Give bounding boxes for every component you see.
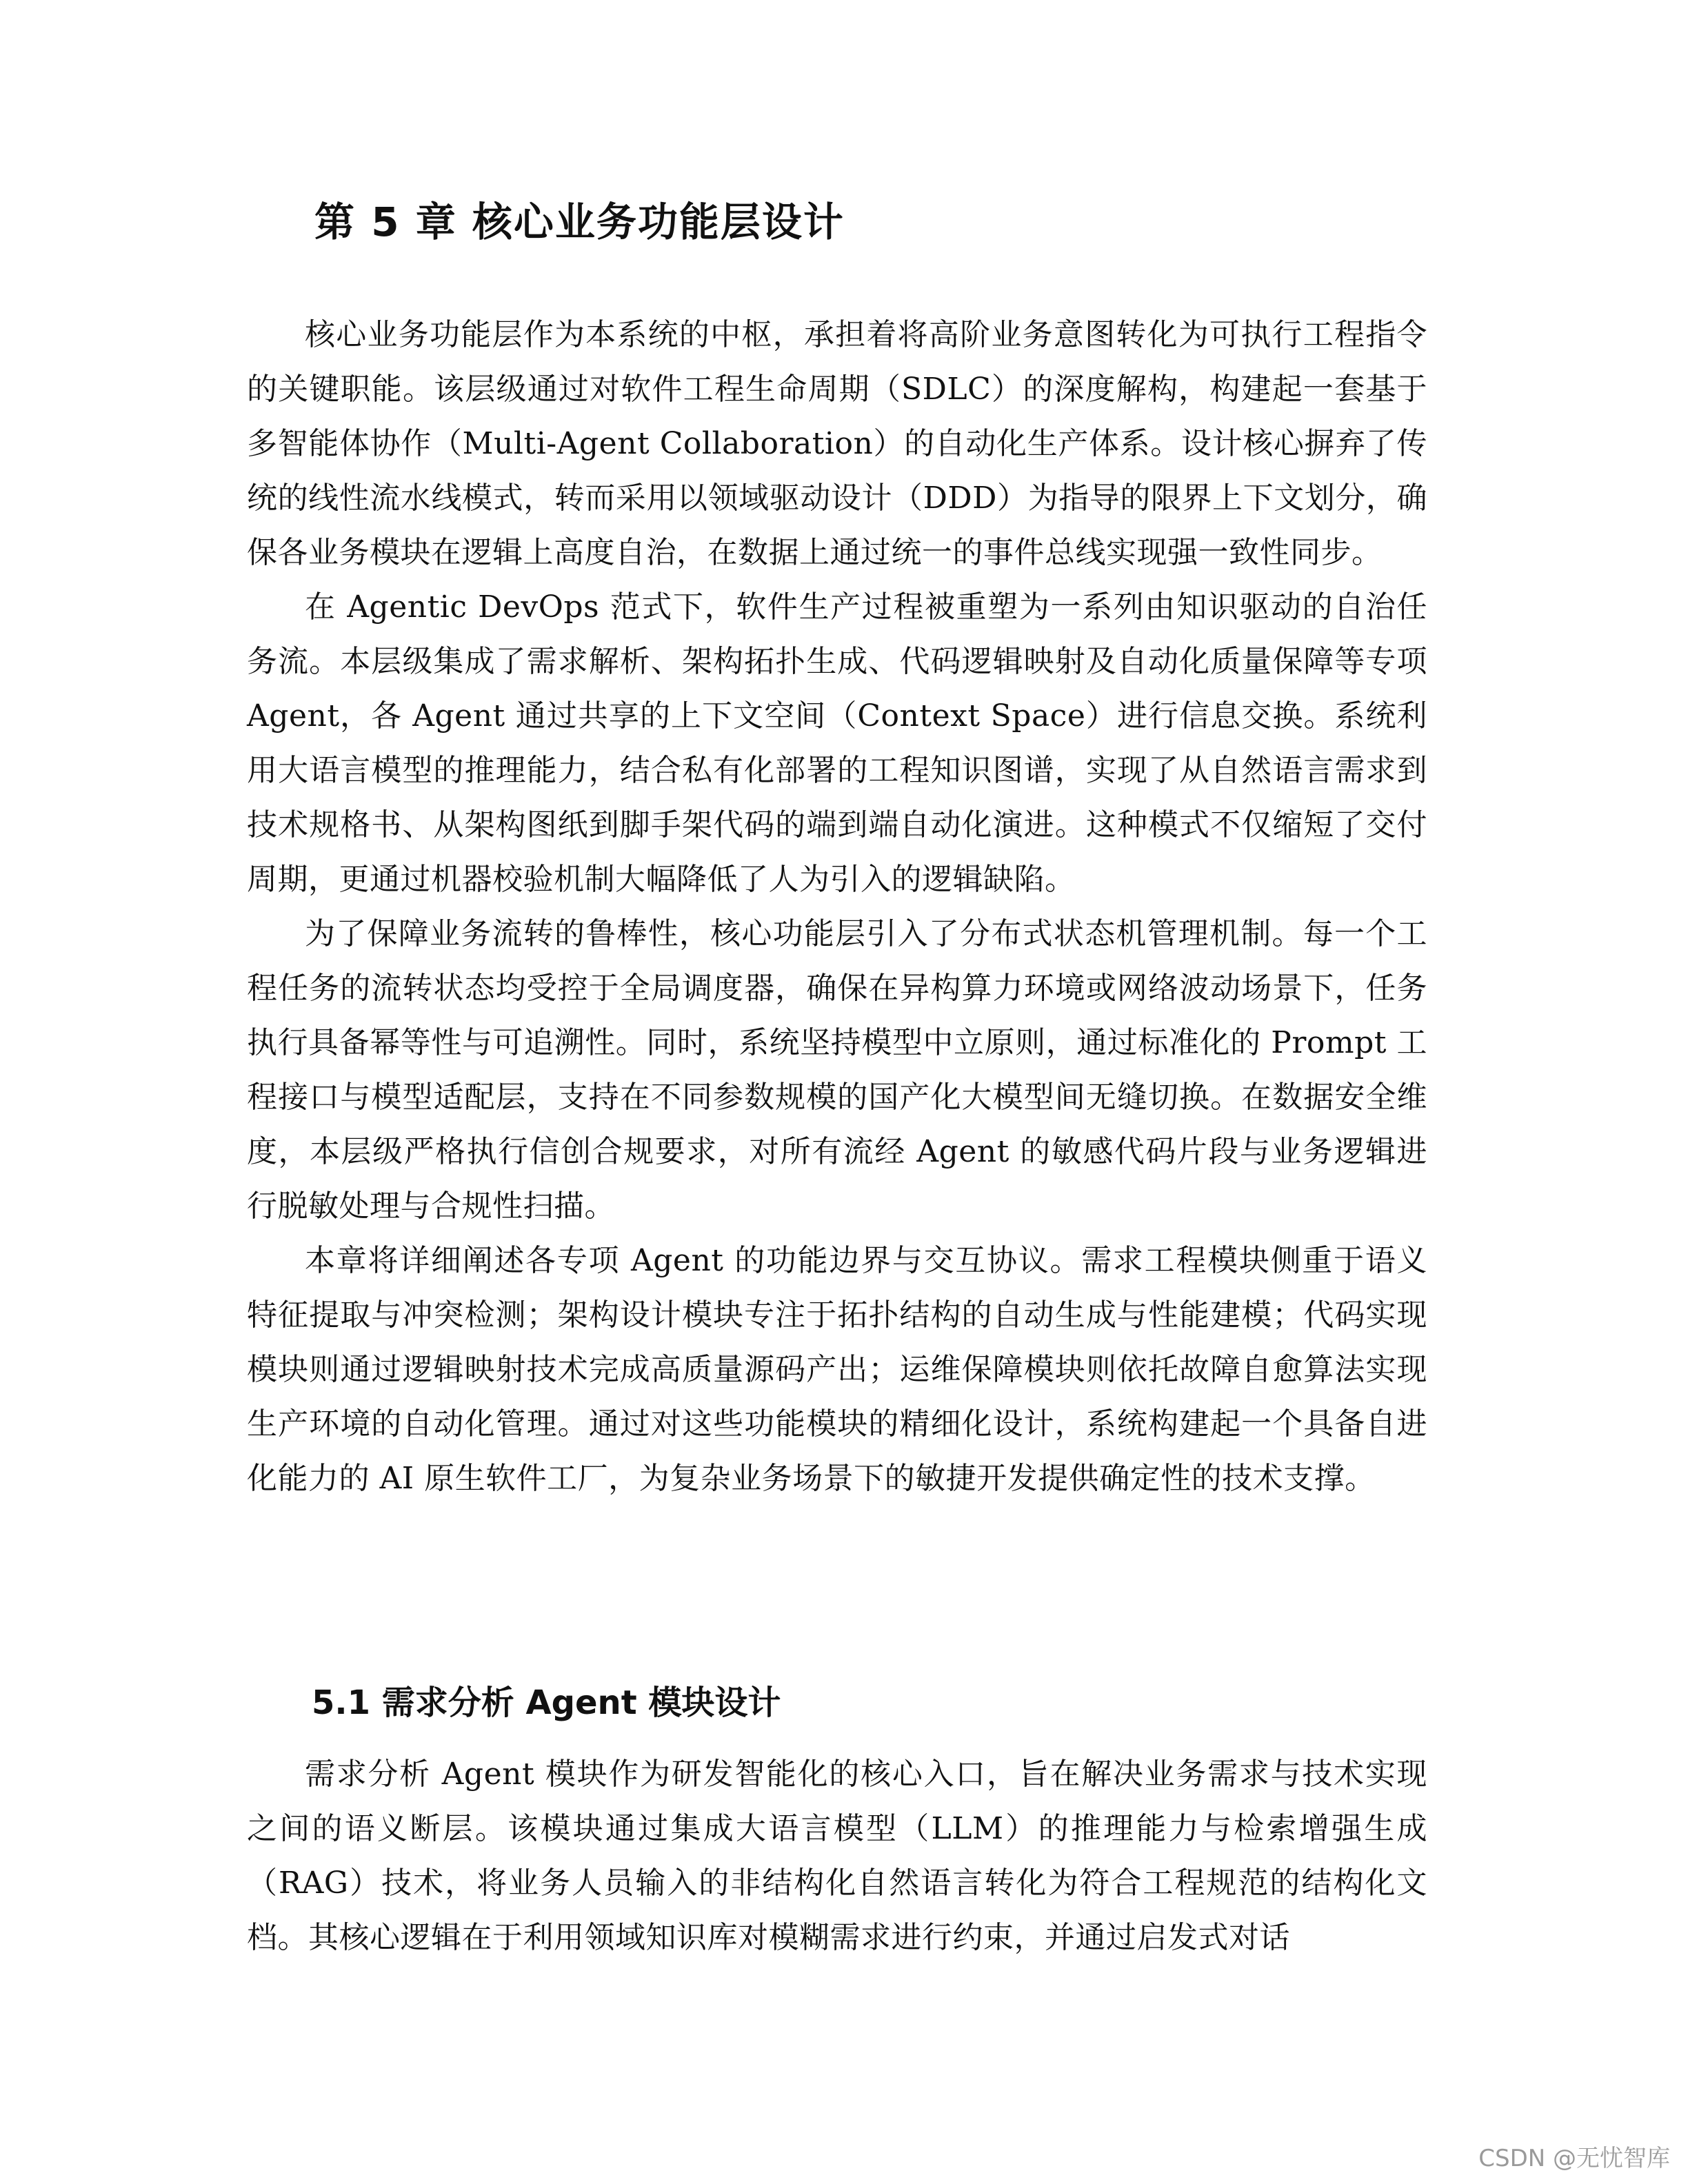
paragraph: 为了保障业务流转的鲁棒性，核心功能层引入了分布式状态机管理机制。每一个工程任务的流转状态均受控于全局调度器，确保在异构算力环境或网络波动场景下，任务执行具备幂等性与可追溯性。同时，系统坚持模型中立原则，通过标准化的 Prompt 工程接口与模型适配层，支持在不同参数规模的国产化大模型间无缝切换。在数据安全维度，本层级严格执行信创合规要求，对所有流经 Agent 的敏感代码片段与业务逻辑进行脱敏处理与合规性扫描。 [247, 916, 1427, 1224]
paragraph: 本章将详细阐述各专项 Agent 的功能边界与交互协议。需求工程模块侧重于语义特征提取与冲突检测；架构设计模块专注于拓扑结构的自动生成与性能建模；代码实现模块则通过逻辑映射技术完成高质量源码产出；运维保障模块则依托故障自愈算法实现生产环境的自动化管理。通过对这些功能模块的精细化设计，系统构建起一个具备自进化能力的 AI 原生软件工厂，为复杂业务场景下的敏捷开发提供确定性的技术支撑。 [247, 1243, 1427, 1496]
paragraph: 核心业务功能层作为本系统的中枢，承担着将高阶业务意图转化为可执行工程指令的关键职能。该层级通过对软件工程生命周期（SDLC）的深度解构，构建起一套基于多智能体协作（Multi-Agent Collaboration）的自动化生产体系。设计核心摒弃了传统的线性流水线模式，转而采用以领域驱动设计（DDD）为指导的限界上下文划分，确保各业务模块在逻辑上高度自治，在数据上通过统一的事件总线实现强一致性同步。 [247, 317, 1427, 570]
section-body [247, 1747, 1427, 1965]
section-title: 5.1 需求分析 Agent 模块设计 [312, 1684, 781, 1722]
paragraph: 需求分析 Agent 模块作为研发智能化的核心入口，旨在解决业务需求与技术实现之间的语义断层。该模块通过集成大语言模型（LLM）的推理能力与检索增强生成（RAG）技术，将业务人员输入的非结构化自然语言转化为符合工程规范的结构化文档。其核心逻辑在于利用领域知识库对模糊需求进行约束，并通过启发式对话 [247, 1757, 1427, 1955]
watermark: CSDN @无忧智库 [1478, 2145, 1670, 2172]
chapter-title: 第 5 章 核心业务功能层设计 [314, 199, 845, 245]
chapter-body [247, 307, 1427, 1506]
paragraph: 在 Agentic DevOps 范式下，软件生产过程被重塑为一系列由知识驱动的自治任务流。本层级集成了需求解析、架构拓扑生成、代码逻辑映射及自动化质量保障等专项 Agent，各 Agent 通过共享的上下文空间（Context Space）进行信息交换。系统利用大语言模型的推理能力，结合私有化部署的工程知识图谱，实现了从自然语言需求到技术规格书、从架构图纸到脚手架代码的端到端自动化演进。这种模式不仅缩短了交付周期，更通过机器校验机制大幅降低了人为引入的逻辑缺陷。 [247, 589, 1427, 897]
